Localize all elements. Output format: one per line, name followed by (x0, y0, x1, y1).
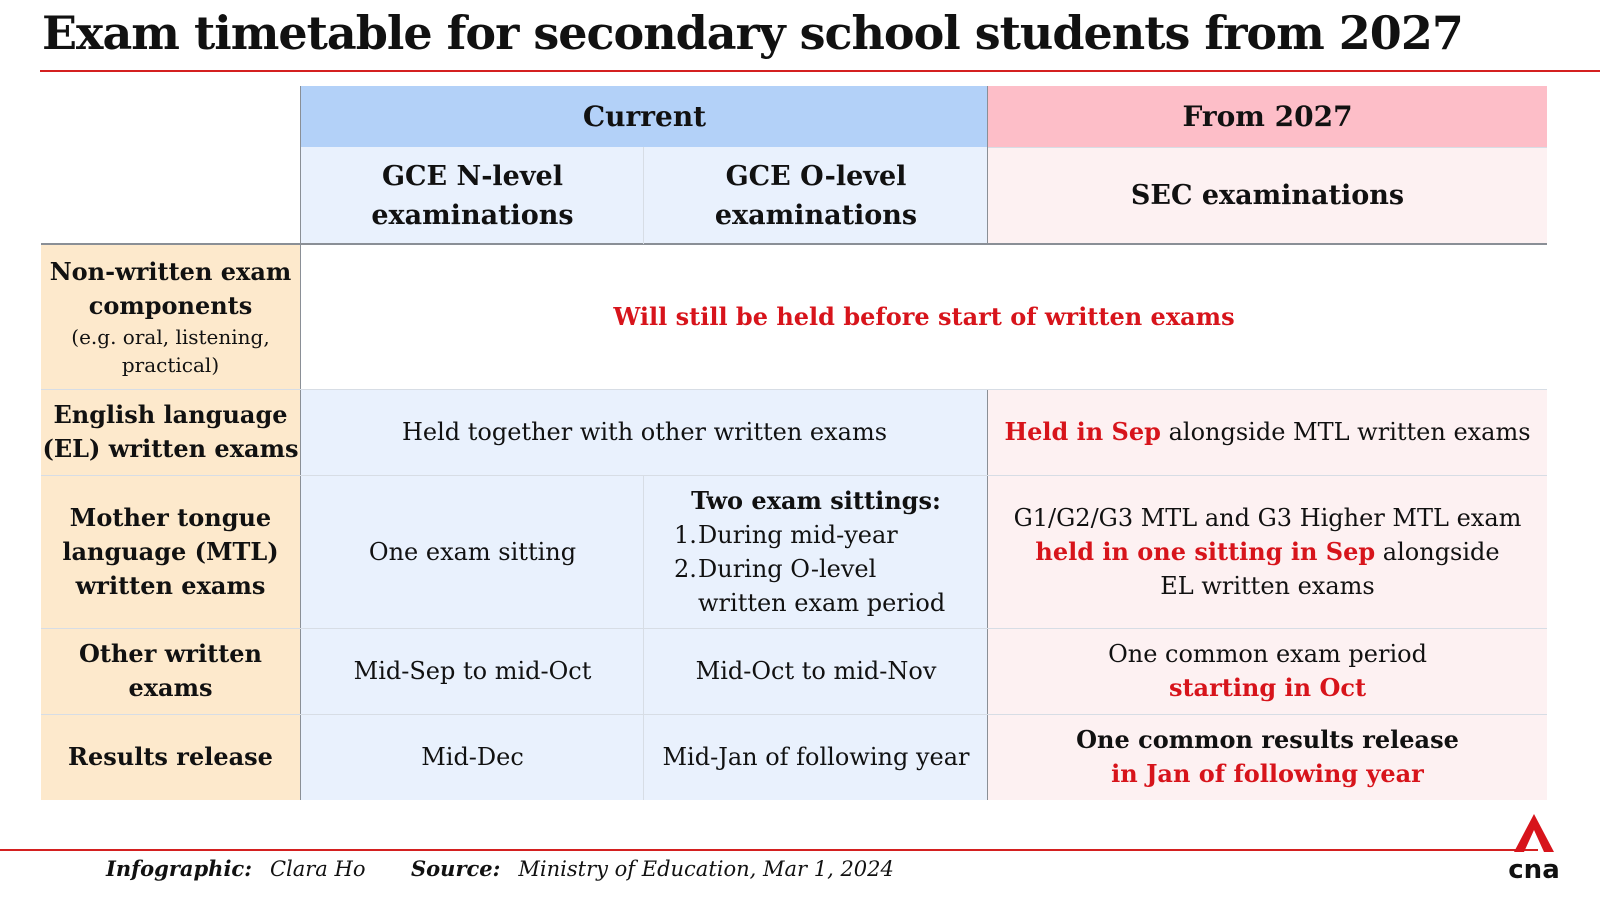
n-level-line-2: examinations (371, 199, 574, 231)
cna-logo-text: cna (1508, 855, 1560, 884)
english-sec (988, 389, 1547, 475)
non-written-note-1: (e.g. oral, listening, (71, 325, 270, 349)
mtl-sec (988, 475, 1547, 628)
grid-line (987, 86, 988, 245)
header-current-label: Current (582, 99, 707, 133)
sec-label: SEC examinations (1130, 179, 1405, 211)
mtl-label-2: language (MTL) (62, 536, 279, 566)
list-text: During mid-year (698, 520, 898, 549)
other-n-level-text: Mid-Sep to mid-Oct (353, 657, 592, 685)
row-label-english (41, 389, 300, 475)
source-value: Ministry of Education, Mar 1, 2024 (518, 857, 894, 881)
other-sec-highlight: starting in Oct (1168, 673, 1367, 702)
o-level-line-1: GCE O-level (725, 160, 907, 192)
grid-line (643, 147, 644, 244)
results-sec-line-1: One common results release (1076, 725, 1459, 754)
footer-source (411, 856, 894, 881)
mtl-sec-highlight: held in one sitting in Sep (1035, 536, 1376, 566)
non-written-label-1: Non-written exam (49, 257, 292, 286)
results-n-level-text: Mid-Dec (421, 743, 524, 771)
infographic-label: Infographic: (106, 856, 252, 881)
grid-line (41, 389, 1547, 390)
english-current-text: Held together with other written exams (401, 418, 888, 446)
english-current (301, 389, 988, 475)
mtl-sec-line-2 (1035, 535, 1499, 569)
source-label: Source: (411, 856, 501, 881)
results-sec-highlight: in Jan of following year (1111, 759, 1424, 788)
row-label-mtl (41, 475, 300, 628)
grid-line (41, 714, 1547, 715)
header-n-level (301, 147, 644, 244)
cna-logo-icon (1506, 812, 1562, 884)
infographic-value: Clara Ho (269, 857, 366, 881)
other-label-2: exams (128, 673, 213, 702)
page-title: Exam timetable for secondary school students from 2027 (42, 6, 1463, 60)
mtl-label-3: written exams (75, 570, 266, 600)
row-label-non-written (41, 245, 300, 389)
grid-line (643, 475, 644, 800)
english-label-1: English language (53, 400, 288, 429)
footer-divider (0, 849, 1538, 851)
o-level-line-2: examinations (714, 199, 918, 231)
results-label: Results release (68, 742, 273, 771)
non-written-note-2: practical) (121, 353, 220, 377)
mtl-sec-line-3: EL written exams (1160, 571, 1375, 600)
n-level-line-1: GCE N-level (382, 160, 563, 192)
other-o-level-text: Mid-Oct to mid-Nov (695, 657, 937, 685)
mtl-sec-line-1: G1/G2/G3 MTL and G3 Higher MTL exam (1013, 503, 1522, 532)
grid-line (987, 389, 988, 800)
row-label-results (41, 714, 300, 800)
list-number: 1. (674, 520, 697, 549)
english-sec-rest: alongside MTL written exams (1160, 418, 1531, 446)
header-from-2027 (988, 86, 1547, 147)
non-written-value (301, 245, 1547, 389)
results-sec (988, 714, 1547, 800)
mtl-sec-rest: alongside (1375, 537, 1500, 566)
header-sec (988, 147, 1547, 244)
english-sec-text (1004, 415, 1530, 449)
other-sec (988, 628, 1547, 714)
header-o-level (644, 147, 988, 244)
non-written-value-text: Will still be held before start of written exams (613, 302, 1235, 331)
grid-line (988, 147, 1547, 148)
mtl-n-level (301, 475, 644, 628)
mtl-o-level (644, 475, 988, 628)
other-label-1: Other written (78, 639, 263, 668)
grid-line (41, 475, 1547, 476)
grid-line (300, 86, 301, 800)
row-label-other (41, 628, 300, 714)
title-divider (40, 70, 1600, 72)
grid-line (41, 243, 1547, 245)
non-written-label-2: components (88, 291, 253, 320)
list-item (674, 518, 966, 552)
results-o-level-text: Mid-Jan of following year (662, 743, 970, 771)
other-n-level (301, 628, 644, 714)
other-o-level (644, 628, 988, 714)
english-sec-highlight: Held in Sep (1004, 417, 1161, 446)
list-text: During O-level written exam period (698, 554, 946, 617)
results-n-level (301, 714, 644, 800)
mtl-o-level-heading: Two exam sittings: (691, 485, 941, 515)
english-label-2: (EL) written exams (42, 434, 299, 463)
mtl-n-level-text: One exam sitting (368, 537, 577, 566)
mtl-label-1: Mother tongue (69, 502, 272, 532)
header-from-2027-label: From 2027 (1182, 99, 1353, 133)
header-current (301, 86, 988, 147)
grid-line (41, 628, 1547, 629)
other-sec-line-1: One common exam period (1108, 640, 1427, 668)
list-number: 2. (674, 554, 697, 583)
mtl-o-level-list (666, 518, 966, 620)
list-item (674, 552, 966, 620)
results-o-level (644, 714, 988, 800)
footer-infographic (106, 856, 365, 881)
